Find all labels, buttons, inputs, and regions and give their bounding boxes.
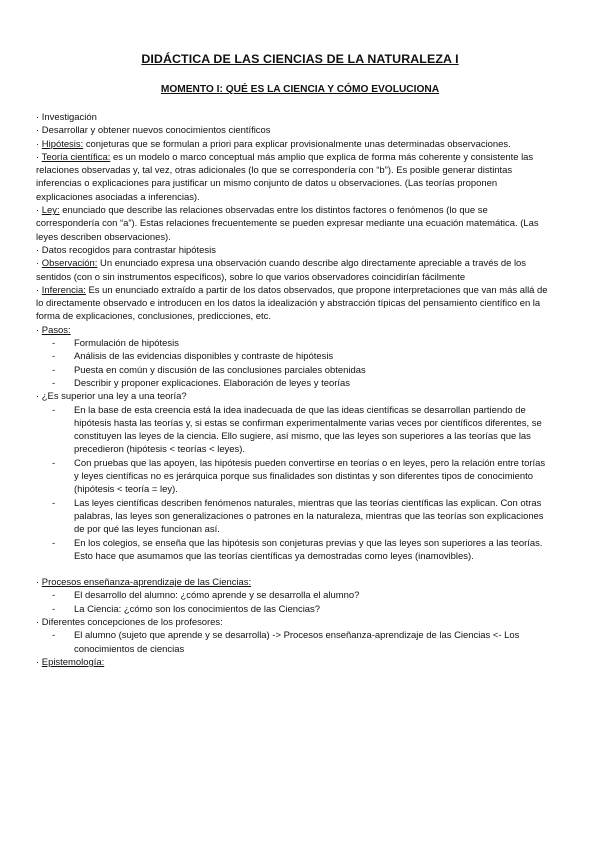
paragraph-concepciones: · Diferentes concepciones de los profesores: [36,616,223,628]
concepciones-list [36,629,552,656]
list-item: - Análisis de las evidencias disponibles y contraste de hipótesis [74,350,552,363]
paragraph-desarrollar: · Desarrollar y obtener nuevos conocimientos científicos [36,125,271,137]
term-hipotesis: Hipótesis: [41,138,84,150]
term-observacion: Observación: [41,258,98,270]
list-item: - El alumno (sujeto que aprende y se desarrolla) -> Procesos enseñanza-aprendizaje de las Ciencias <- Los conocimientos de ciencias [74,629,552,656]
list-item: - Las leyes científicas describen fenómenos naturales, mientras que las teorías científicas las explican. Con otras palabras, las leyes son generalizaciones o patrones en la naturaleza, mientras que las teorías son explicaciones de por qué las leyes funcionan así. [74,497,552,537]
paragraph-ley: · Ley: enunciado que describe las relaciones observadas entre los distintos factores o fenómenos (lo que se correspondería con “a”). Estas relaciones frecuentemente se pueden expresar mediante una ecuación matemática. (Las leyes describen observaciones). [36,205,539,243]
page-title: DIDÁCTICA DE LAS CIENCIAS DE LA NATURALEZA I [141,52,459,66]
list-item: - Con pruebas que las apoyen, las hipótesis pueden convertirse en teorías o en leyes, pero la relación entre torías y leyes científicas no es jerárquica porque sus finalidades son distintas y son diferentes tipos de conocimiento (hipótesis < teoría = ley). [74,457,552,497]
list-item: - El desarrollo del alumno: ¿cómo aprende y se desarrolla el alumno? [74,589,552,602]
list-item: - La Ciencia: ¿cómo son los conocimientos de las Ciencias? [74,603,552,616]
paragraph-pasos: · Pasos: [36,324,71,336]
term-procesos: Procesos enseñanza-aprendizaje de las Ciencias: [41,577,252,589]
paragraph-superior: · ¿Es superior una ley a una teoría? [36,391,187,403]
paragraph-teoria: · Teoría científica: es un modelo o marco conceptual más amplio que explica de forma más coherente y consistente las relaciones observadas y, tal vez, otras adicionales (lo que se correspondería con “b”). Es posible generar distintas inferencias o explicaciones para justificar un mismo conjunto de datos u observaciones. (Las teorías proponen explicaciones asociadas a inferencias). [36,151,534,203]
section-heading: MOMENTO I: QUÉ ES LA CIENCIA Y CÓMO EVOLUCIONA [160,84,440,95]
paragraph-procesos: · Procesos enseñanza-aprendizaje de las Ciencias: [36,577,252,589]
term-epistemologia: Epistemología: [41,656,105,668]
term-ley: Ley: [41,205,60,217]
list-item: - En la base de esta creencia está la idea inadecuada de que las ideas científicas se desarrollan partiendo de hipótesis hasta las teorías y, si estas se confirman experimentalmente varias veces por científicos diferentes, se constituyen las leyes de la ciencia. Ello sugiere, así mismo, que las leyes son superiores a las teorías que las precedieron (hipótesis < teorías < leyes). [74,404,552,457]
superior-list [36,404,552,564]
paragraph-hipotesis: · Hipótesis: conjeturas que se formulan a priori para explicar provisionalmente unas determinadas observaciones. [36,138,511,150]
paragraph-observacion: · Observación: Un enunciado expresa una observación cuando describe algo directamente apreciable a través de los sentidos (con o sin instrumentos específicos), sobre lo que varios observadores coincidirían fácilmente [36,258,527,283]
term-inferencia: Inferencia: [41,284,86,296]
list-item: - En los colegios, se enseña que las hipótesis son conjeturas previas y que las leyes son superiores a las teorías. Esto hace que asumamos que las teorías científicas ya demostradas como leyes (inamovibles). [74,537,552,564]
term-teoria: Teoría científica: [41,151,111,163]
paragraph-epistemologia: · Epistemología: [36,656,105,668]
list-item: - Puesta en común y discusión de las conclusiones parciales obtenidas [74,364,552,377]
paragraph-datos: · Datos recogidos para contrastar hipótesis [36,244,216,256]
list-item: - Describir y proponer explicaciones. Elaboración de leyes y teorías [74,377,552,390]
term-pasos: Pasos: [41,324,71,336]
pasos-list [36,337,552,390]
paragraph-investigacion: · Investigación [36,112,97,123]
procesos-list [36,589,552,616]
list-item: - Formulación de hipótesis [74,337,552,350]
spacer [36,563,552,576]
paragraph-inferencia: · Inferencia: Es un enunciado extraído a partir de los datos observados, que propone interpretaciones que van más allá de lo directamente observado e introducen en los datos la idealización y abstracción típicas del pensamiento científico en la forma de explicaciones, conclusiones, predicciones, etc. [36,284,548,323]
document-body [36,111,552,669]
